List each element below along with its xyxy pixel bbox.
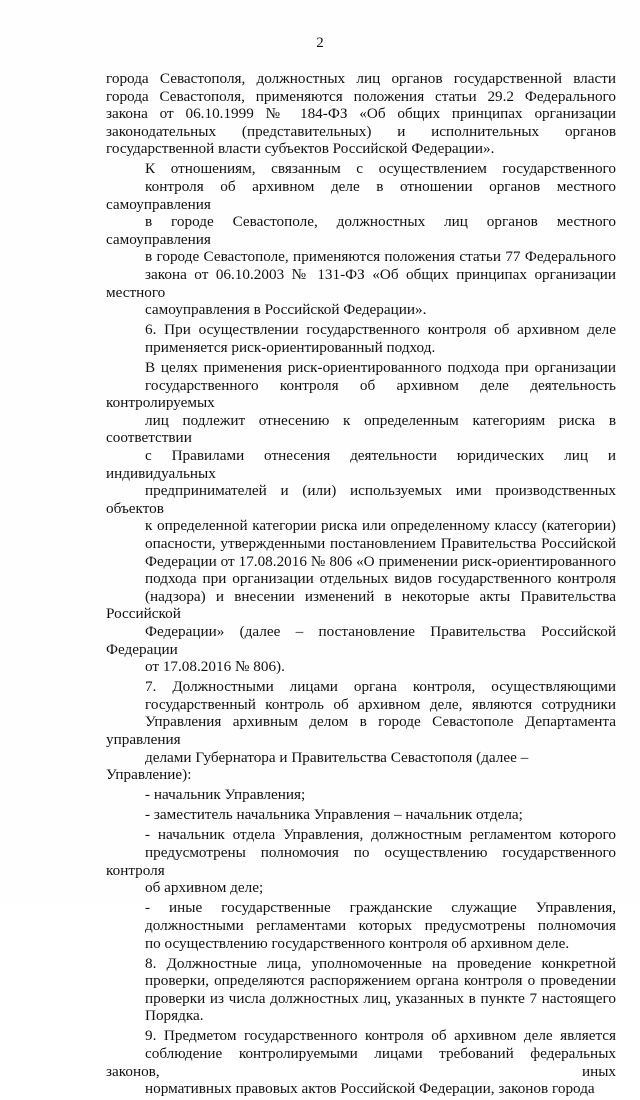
text-line: города Севастополя, должностных лиц органов государственной власти <box>106 70 616 87</box>
text-line: закона от 06.10.1999 № 184-ФЗ «Об общих принципах организации <box>106 105 616 123</box>
text-line: по осуществлению государственного контроля об архивном деле. <box>145 934 570 952</box>
paragraph <box>106 806 616 824</box>
text-line: предпринимателей и (или) используемых ими производственных объектов <box>106 482 616 517</box>
text-line: с Правилами отнесения деятельности юридических лиц и индивидуальных <box>106 446 616 482</box>
text-line: 9. Предметом государственного контроля об архивном деле является <box>145 1027 616 1045</box>
text-line: государственный контроль об архивном деле, являются сотрудники <box>145 695 616 713</box>
page-number: 2 <box>316 35 324 51</box>
paragraph <box>106 70 616 158</box>
text-line: - заместитель начальника Управления – начальник отдела; <box>145 806 523 824</box>
paragraph <box>106 1027 616 1097</box>
text-line: от 17.08.2016 № 806). <box>145 658 285 676</box>
text-line: государственного контроля об архивном деле деятельность контролируемых <box>106 376 616 412</box>
text-line: Управления архивным делом в городе Севастополе Департамента управления <box>106 713 616 748</box>
paragraph <box>106 899 616 952</box>
text-line: контроля об архивном деле в отношении органов местного самоуправления <box>106 178 616 213</box>
paragraph <box>106 678 616 784</box>
text-line: города Севастополя, применяются положения статьи 29.2 Федерального <box>106 87 616 105</box>
document-body <box>106 70 616 1100</box>
text-line: к определенной категории риска или определенному классу (категории) <box>145 517 616 535</box>
text-line: в городе Севастополе, должностных лиц органов местного самоуправления <box>106 213 616 248</box>
text-line: К отношениям, связанным с осуществлением государственного <box>145 160 616 178</box>
text-line: Федерации» (далее – постановление Правительства Российской Федерации <box>106 622 616 658</box>
text-line: - иные государственные гражданские служащие Управления, <box>145 899 616 917</box>
paragraph <box>106 160 616 318</box>
text-line: об архивном деле; <box>145 879 264 897</box>
paragraph <box>106 826 616 896</box>
text-line: предусмотрены полномочия по осуществлению государственного контроля <box>106 844 616 879</box>
text-line: 6. При осуществлении государственного контроля об архивном деле <box>145 321 616 339</box>
paragraph <box>106 955 616 1025</box>
text-line: нормативных правовых актов Российской Федерации, законов города <box>145 1080 595 1098</box>
text-line: в городе Севастополе, применяются положения статьи 77 Федерального <box>145 248 616 266</box>
text-line: 7. Должностными лицами органа контроля, осуществляющими <box>145 678 616 696</box>
text-line: проверки, определяются распоряжением органа контроля о проведении <box>145 972 616 990</box>
text-line: подхода при организации отдельных видов государственного контроля <box>145 570 616 588</box>
paragraph <box>106 359 616 676</box>
text-line: Порядка. <box>145 1007 204 1025</box>
text-line: Федерации от 17.08.2016 № 806 «О применении риск-ориентированного <box>145 552 616 570</box>
text-line: опасности, утвержденными постановлением Правительства Российской <box>145 534 616 552</box>
text-line: - начальник Управления; <box>145 786 306 804</box>
text-line: В целях применения риск-ориентированного подхода при организации <box>145 359 616 376</box>
paragraph <box>106 786 616 804</box>
text-line: проверки из числа должностных лиц, указанных в пункте 7 настоящего <box>145 989 616 1007</box>
text-line: соблюдение контролируемыми лицами требований федеральных законов, иных <box>106 1045 616 1080</box>
paragraph <box>106 321 616 356</box>
text-line: государственной власти субъектов Российской Федерации». <box>106 140 495 158</box>
text-line: должностными регламентами которых предусмотрены полномочия <box>145 916 616 934</box>
text-line: закона от 06.10.2003 № 131-ФЗ «Об общих принципах организации местного <box>106 266 616 301</box>
text-line: (надзора) и внесении изменений в некоторые акты Правительства Российской <box>106 587 616 623</box>
text-line: самоуправления в Российской Федерации». <box>145 301 427 319</box>
text-line: применяется риск-ориентированный подход. <box>145 338 436 356</box>
text-line: 8. Должностные лица, уполномоченные на проведение конкретной <box>145 954 616 972</box>
text-line: лиц подлежит отнесению к определенным категориям риска в соответствии <box>106 411 616 447</box>
text-line: делами Губернатора и Правительства Севастополя (далее – Управление): <box>106 748 529 784</box>
text-line: законодательных (представительных) и исполнительных органов <box>106 122 616 140</box>
text-line: - начальник отдела Управления, должностным регламентом которого <box>145 826 616 844</box>
